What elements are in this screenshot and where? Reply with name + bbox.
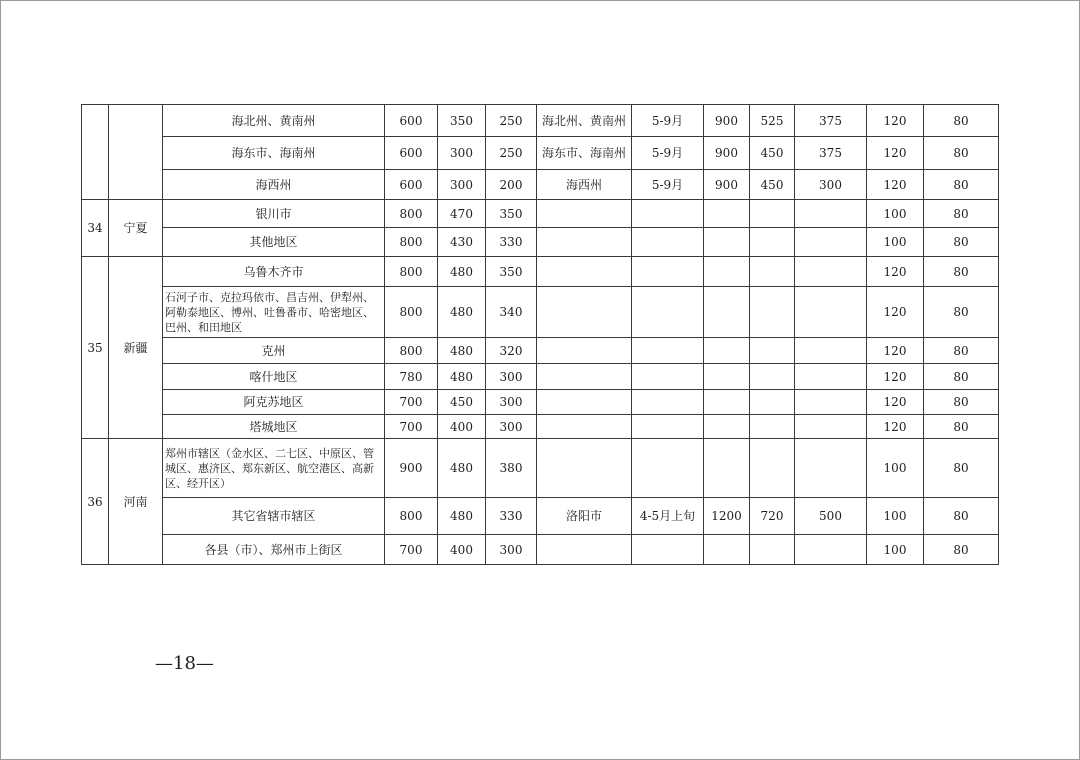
peak-rate-2-cell bbox=[750, 228, 795, 257]
peak-rate-2-cell: 450 bbox=[750, 137, 795, 170]
peak-rate-3-cell: 300 bbox=[795, 170, 867, 200]
allowance-2-cell: 80 bbox=[924, 390, 999, 415]
rate-3-cell: 380 bbox=[486, 439, 537, 498]
region-cell: 其它省辖市辖区 bbox=[163, 498, 385, 535]
rate-1-cell: 700 bbox=[385, 390, 438, 415]
rate-1-cell: 900 bbox=[385, 439, 438, 498]
peak-region-cell: 洛阳市 bbox=[537, 498, 632, 535]
peak-rate-1-cell bbox=[704, 200, 750, 228]
allowance-2-cell: 80 bbox=[924, 137, 999, 170]
peak-rate-2-cell: 450 bbox=[750, 170, 795, 200]
peak-period-cell bbox=[632, 415, 704, 439]
allowance-2-cell: 80 bbox=[924, 498, 999, 535]
peak-rate-1-cell bbox=[704, 257, 750, 287]
peak-region-cell bbox=[537, 228, 632, 257]
table-row bbox=[82, 228, 999, 257]
peak-rate-1-cell bbox=[704, 287, 750, 338]
table-body bbox=[82, 105, 999, 565]
peak-rate-2-cell bbox=[750, 439, 795, 498]
rate-2-cell: 480 bbox=[438, 287, 486, 338]
peak-rate-3-cell bbox=[795, 228, 867, 257]
region-cell: 海西州 bbox=[163, 170, 385, 200]
allowance-2-cell: 80 bbox=[924, 228, 999, 257]
rate-1-cell: 780 bbox=[385, 364, 438, 390]
peak-rate-2-cell bbox=[750, 535, 795, 565]
peak-rate-3-cell bbox=[795, 200, 867, 228]
region-cell: 喀什地区 bbox=[163, 364, 385, 390]
peak-rate-2-cell bbox=[750, 287, 795, 338]
rate-2-cell: 480 bbox=[438, 338, 486, 364]
allowance-1-cell: 100 bbox=[867, 228, 924, 257]
peak-rate-3-cell bbox=[795, 364, 867, 390]
province-cell: 新疆 bbox=[109, 257, 163, 439]
peak-period-cell bbox=[632, 200, 704, 228]
peak-region-cell bbox=[537, 200, 632, 228]
allowance-1-cell: 120 bbox=[867, 105, 924, 137]
peak-rate-2-cell bbox=[750, 338, 795, 364]
peak-rate-3-cell bbox=[795, 287, 867, 338]
rate-1-cell: 600 bbox=[385, 170, 438, 200]
peak-rate-1-cell bbox=[704, 228, 750, 257]
allowance-1-cell: 120 bbox=[867, 364, 924, 390]
allowance-2-cell: 80 bbox=[924, 364, 999, 390]
peak-region-cell bbox=[537, 257, 632, 287]
peak-region-cell bbox=[537, 287, 632, 338]
peak-rate-2-cell bbox=[750, 390, 795, 415]
allowance-2-cell: 80 bbox=[924, 287, 999, 338]
region-cell: 阿克苏地区 bbox=[163, 390, 385, 415]
allowance-1-cell: 120 bbox=[867, 287, 924, 338]
peak-rate-2-cell bbox=[750, 200, 795, 228]
rate-2-cell: 480 bbox=[438, 257, 486, 287]
table-row bbox=[82, 105, 999, 137]
table-row bbox=[82, 439, 999, 498]
rate-2-cell: 480 bbox=[438, 439, 486, 498]
peak-rate-1-cell: 900 bbox=[704, 137, 750, 170]
rate-1-cell: 800 bbox=[385, 338, 438, 364]
region-cell: 海东市、海南州 bbox=[163, 137, 385, 170]
rate-1-cell: 800 bbox=[385, 257, 438, 287]
region-cell: 郑州市辖区（金水区、二七区、中原区、管城区、惠济区、郑东新区、航空港区、高新区、经开区） bbox=[163, 439, 385, 498]
page-number: —18— bbox=[155, 653, 214, 674]
allowance-2-cell: 80 bbox=[924, 415, 999, 439]
peak-rate-2-cell bbox=[750, 257, 795, 287]
table-row bbox=[82, 257, 999, 287]
table-row bbox=[82, 535, 999, 565]
rate-1-cell: 700 bbox=[385, 415, 438, 439]
region-cell: 海北州、黄南州 bbox=[163, 105, 385, 137]
row-number-cell: 34 bbox=[82, 200, 109, 257]
rate-2-cell: 350 bbox=[438, 105, 486, 137]
allowance-2-cell: 80 bbox=[924, 170, 999, 200]
allowance-2-cell: 80 bbox=[924, 257, 999, 287]
peak-period-cell: 5-9月 bbox=[632, 105, 704, 137]
row-number-cell: 35 bbox=[82, 257, 109, 439]
region-cell: 银川市 bbox=[163, 200, 385, 228]
rate-2-cell: 300 bbox=[438, 137, 486, 170]
peak-rate-2-cell bbox=[750, 364, 795, 390]
peak-rate-1-cell: 900 bbox=[704, 170, 750, 200]
peak-rate-3-cell bbox=[795, 390, 867, 415]
rate-3-cell: 330 bbox=[486, 498, 537, 535]
peak-period-cell: 4-5月上旬 bbox=[632, 498, 704, 535]
peak-period-cell bbox=[632, 439, 704, 498]
rate-3-cell: 250 bbox=[486, 105, 537, 137]
peak-region-cell: 海西州 bbox=[537, 170, 632, 200]
peak-rate-3-cell bbox=[795, 415, 867, 439]
peak-rate-3-cell bbox=[795, 257, 867, 287]
province-cell bbox=[109, 105, 163, 200]
peak-rate-1-cell bbox=[704, 364, 750, 390]
peak-rate-1-cell: 1200 bbox=[704, 498, 750, 535]
rate-3-cell: 200 bbox=[486, 170, 537, 200]
peak-rate-1-cell: 900 bbox=[704, 105, 750, 137]
rate-3-cell: 300 bbox=[486, 535, 537, 565]
province-cell: 宁夏 bbox=[109, 200, 163, 257]
peak-rate-3-cell bbox=[795, 439, 867, 498]
peak-rate-2-cell: 720 bbox=[750, 498, 795, 535]
peak-rate-2-cell: 525 bbox=[750, 105, 795, 137]
rate-3-cell: 340 bbox=[486, 287, 537, 338]
rate-3-cell: 350 bbox=[486, 200, 537, 228]
rate-1-cell: 800 bbox=[385, 498, 438, 535]
rate-1-cell: 800 bbox=[385, 228, 438, 257]
allowance-2-cell: 80 bbox=[924, 439, 999, 498]
allowance-1-cell: 120 bbox=[867, 390, 924, 415]
peak-rate-1-cell bbox=[704, 415, 750, 439]
allowance-2-cell: 80 bbox=[924, 200, 999, 228]
rate-1-cell: 600 bbox=[385, 105, 438, 137]
allowance-1-cell: 120 bbox=[867, 257, 924, 287]
peak-rate-3-cell: 375 bbox=[795, 105, 867, 137]
region-cell: 石河子市、克拉玛依市、昌吉州、伊犁州、阿勒泰地区、博州、吐鲁番市、哈密地区、巴州、和田地区 bbox=[163, 287, 385, 338]
peak-period-cell bbox=[632, 338, 704, 364]
peak-period-cell bbox=[632, 535, 704, 565]
rate-3-cell: 330 bbox=[486, 228, 537, 257]
table-row bbox=[82, 390, 999, 415]
rate-3-cell: 300 bbox=[486, 390, 537, 415]
rate-2-cell: 470 bbox=[438, 200, 486, 228]
table-row bbox=[82, 364, 999, 390]
rate-1-cell: 800 bbox=[385, 287, 438, 338]
row-number-cell: 36 bbox=[82, 439, 109, 565]
peak-period-cell: 5-9月 bbox=[632, 137, 704, 170]
peak-region-cell bbox=[537, 364, 632, 390]
peak-period-cell bbox=[632, 257, 704, 287]
table-row bbox=[82, 415, 999, 439]
allowance-2-cell: 80 bbox=[924, 338, 999, 364]
region-cell: 各县（市）、郑州市上街区 bbox=[163, 535, 385, 565]
rate-3-cell: 320 bbox=[486, 338, 537, 364]
rate-2-cell: 480 bbox=[438, 364, 486, 390]
allowance-1-cell: 120 bbox=[867, 170, 924, 200]
peak-period-cell bbox=[632, 228, 704, 257]
table-row bbox=[82, 287, 999, 338]
region-cell: 其他地区 bbox=[163, 228, 385, 257]
peak-rate-1-cell bbox=[704, 535, 750, 565]
peak-region-cell bbox=[537, 535, 632, 565]
peak-rate-1-cell bbox=[704, 439, 750, 498]
allowance-1-cell: 100 bbox=[867, 200, 924, 228]
peak-period-cell bbox=[632, 390, 704, 415]
rate-1-cell: 800 bbox=[385, 200, 438, 228]
allowance-2-cell: 80 bbox=[924, 535, 999, 565]
row-number-cell bbox=[82, 105, 109, 200]
allowance-1-cell: 120 bbox=[867, 338, 924, 364]
peak-region-cell bbox=[537, 390, 632, 415]
peak-rate-3-cell: 375 bbox=[795, 137, 867, 170]
peak-period-cell: 5-9月 bbox=[632, 170, 704, 200]
rate-2-cell: 430 bbox=[438, 228, 486, 257]
rate-3-cell: 250 bbox=[486, 137, 537, 170]
peak-rate-3-cell bbox=[795, 535, 867, 565]
peak-rate-2-cell bbox=[750, 415, 795, 439]
rate-2-cell: 450 bbox=[438, 390, 486, 415]
rate-2-cell: 400 bbox=[438, 415, 486, 439]
peak-region-cell bbox=[537, 338, 632, 364]
data-table bbox=[81, 104, 999, 565]
allowance-1-cell: 100 bbox=[867, 439, 924, 498]
table-row bbox=[82, 137, 999, 170]
allowance-2-cell: 80 bbox=[924, 105, 999, 137]
allowance-1-cell: 120 bbox=[867, 137, 924, 170]
peak-region-cell bbox=[537, 439, 632, 498]
peak-rate-1-cell bbox=[704, 390, 750, 415]
allowance-1-cell: 100 bbox=[867, 535, 924, 565]
province-cell: 河南 bbox=[109, 439, 163, 565]
allowance-1-cell: 120 bbox=[867, 415, 924, 439]
region-cell: 克州 bbox=[163, 338, 385, 364]
rate-1-cell: 700 bbox=[385, 535, 438, 565]
peak-period-cell bbox=[632, 287, 704, 338]
rate-3-cell: 350 bbox=[486, 257, 537, 287]
rate-2-cell: 400 bbox=[438, 535, 486, 565]
peak-region-cell: 海东市、海南州 bbox=[537, 137, 632, 170]
allowance-1-cell: 100 bbox=[867, 498, 924, 535]
table-row bbox=[82, 498, 999, 535]
peak-period-cell bbox=[632, 364, 704, 390]
table-row bbox=[82, 170, 999, 200]
peak-region-cell: 海北州、黄南州 bbox=[537, 105, 632, 137]
table-row bbox=[82, 200, 999, 228]
peak-rate-1-cell bbox=[704, 338, 750, 364]
rate-1-cell: 600 bbox=[385, 137, 438, 170]
rate-3-cell: 300 bbox=[486, 364, 537, 390]
region-cell: 塔城地区 bbox=[163, 415, 385, 439]
peak-region-cell bbox=[537, 415, 632, 439]
table-row bbox=[82, 338, 999, 364]
peak-rate-3-cell: 500 bbox=[795, 498, 867, 535]
peak-rate-3-cell bbox=[795, 338, 867, 364]
rate-2-cell: 300 bbox=[438, 170, 486, 200]
rate-3-cell: 300 bbox=[486, 415, 537, 439]
region-cell: 乌鲁木齐市 bbox=[163, 257, 385, 287]
rate-2-cell: 480 bbox=[438, 498, 486, 535]
